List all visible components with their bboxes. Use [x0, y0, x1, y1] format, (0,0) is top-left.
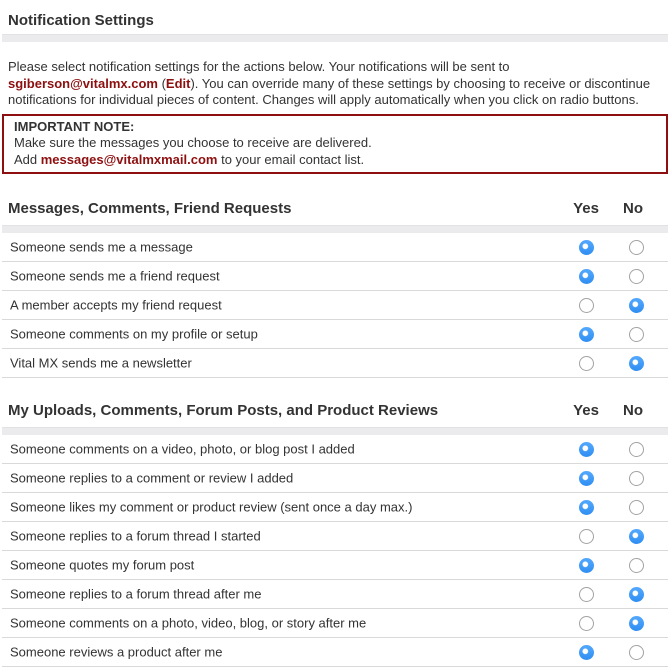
no-radio[interactable] [629, 442, 644, 457]
yes-radio[interactable] [579, 356, 594, 371]
no-radio[interactable] [629, 298, 644, 313]
no-radio[interactable] [629, 529, 644, 544]
title-divider [2, 34, 668, 42]
no-radio[interactable] [629, 471, 644, 486]
setting-label: Someone sends me a friend request [10, 268, 220, 284]
section-header [2, 200, 668, 218]
section-divider [2, 225, 668, 233]
column-header-no: No [623, 402, 643, 419]
sections-container [0, 200, 670, 667]
column-header-no: No [623, 200, 643, 217]
setting-label: Someone replies to a comment or review I added [10, 470, 294, 486]
email-link[interactable]: sgiberson@vitalmx.com [8, 75, 158, 91]
setting-label: Someone comments on my profile or setup [10, 326, 258, 342]
setting-label: Someone replies to a forum thread I started [10, 528, 261, 544]
setting-row [2, 609, 668, 638]
page-title: Notification Settings [8, 12, 154, 29]
no-radio[interactable] [629, 240, 644, 255]
no-radio[interactable] [629, 616, 644, 631]
column-header-yes: Yes [573, 402, 599, 419]
intro-rest: You can override many of these settings by choosing to receive or discontinue notifications for individual pieces of content. Changes will apply automatically when you click on radio buttons. [8, 75, 651, 107]
intro-text [8, 59, 662, 109]
yes-radio[interactable] [579, 587, 594, 602]
setting-row [2, 320, 668, 349]
setting-row [2, 522, 668, 551]
setting-label: A member accepts my friend request [10, 297, 222, 313]
yes-radio[interactable] [579, 298, 594, 313]
section-rows [2, 233, 668, 378]
intro-line1: Please select notification settings for the actions below. Your notifications will be sent to [8, 59, 510, 74]
setting-label: Someone comments on a video, photo, or blog post I added [10, 441, 355, 457]
setting-row [2, 233, 668, 262]
yes-radio[interactable] [579, 269, 594, 284]
yes-radio[interactable] [579, 558, 594, 573]
note-line1: Make sure the messages you choose to receive are delivered. [14, 135, 372, 150]
setting-row [2, 349, 668, 378]
notification-settings-page [0, 12, 670, 670]
setting-row [2, 464, 668, 493]
section-divider [2, 427, 668, 435]
setting-row [2, 580, 668, 609]
yes-radio[interactable] [579, 529, 594, 544]
note-line2-prefix: Add [14, 151, 41, 167]
setting-label: Someone sends me a message [10, 239, 193, 255]
intro-paren-close: ). [190, 75, 199, 91]
setting-label: Someone replies to a forum thread after me [10, 586, 262, 602]
no-radio[interactable] [629, 356, 644, 371]
column-header-yes: Yes [573, 200, 599, 217]
setting-row [2, 493, 668, 522]
setting-row [2, 435, 668, 464]
setting-label: Someone reviews a product after me [10, 644, 223, 660]
intro-paren-open: ( [157, 75, 166, 91]
yes-radio[interactable] [579, 500, 594, 515]
setting-row [2, 291, 668, 320]
setting-label: Vital MX sends me a newsletter [10, 355, 192, 371]
section-header [2, 402, 668, 420]
no-radio[interactable] [629, 327, 644, 342]
no-radio[interactable] [629, 500, 644, 515]
settings-section [2, 402, 668, 667]
setting-row [2, 262, 668, 291]
no-radio[interactable] [629, 269, 644, 284]
yes-radio[interactable] [579, 442, 594, 457]
no-radio[interactable] [629, 587, 644, 602]
section-title: Messages, Comments, Friend Requests [8, 200, 292, 217]
yes-radio[interactable] [579, 471, 594, 486]
note-line2-suffix: to your email contact list. [217, 151, 365, 167]
setting-label: Someone quotes my forum post [10, 557, 195, 573]
important-note-box [2, 114, 668, 175]
note-line2 [14, 152, 656, 169]
setting-label: Someone likes my comment or product review (sent once a day max.) [10, 499, 413, 515]
contact-email-link[interactable]: messages@vitalmxmail.com [40, 151, 218, 167]
yes-radio[interactable] [579, 240, 594, 255]
setting-row [2, 551, 668, 580]
setting-row [2, 638, 668, 667]
section-rows [2, 435, 668, 667]
edit-link[interactable]: Edit [165, 75, 191, 91]
yes-radio[interactable] [579, 616, 594, 631]
intro-email-group [8, 76, 198, 91]
settings-section [2, 200, 668, 378]
note-heading: IMPORTANT NOTE: [14, 118, 135, 134]
setting-label: Someone comments on a photo, video, blog, or story after me [10, 615, 367, 631]
no-radio[interactable] [629, 558, 644, 573]
section-title: My Uploads, Comments, Forum Posts, and Product Reviews [8, 402, 439, 419]
yes-radio[interactable] [579, 327, 594, 342]
